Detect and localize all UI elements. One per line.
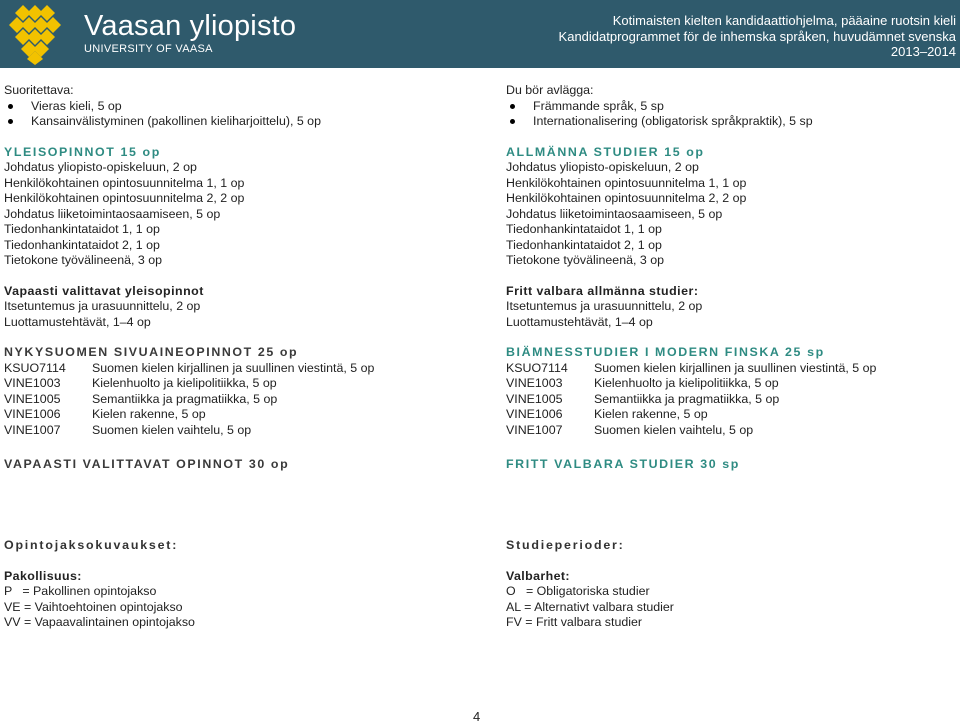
- program-title-sv: Kandidatprogrammet för de inhemska språken, huvudämnet svenska: [558, 28, 956, 44]
- course-row: [4, 392, 454, 408]
- left-column: [4, 83, 454, 473]
- list-item: Henkilökohtainen opintosuunnitelma 1, 1 op: [4, 175, 245, 190]
- university-subtitle: UNIVERSITY OF VAASA: [84, 43, 213, 55]
- list-item: Itsetuntemus ja urasuunnittelu, 2 op: [506, 299, 703, 313]
- list-item: Vieras kieli, 5 op: [4, 99, 454, 115]
- course-name: Suomen kielen vaihtelu, 5 op: [594, 422, 754, 437]
- list-item: Johdatus liiketoimintaosaamiseen, 5 op: [506, 206, 723, 221]
- course-row: [4, 376, 454, 392]
- course-name: Suomen kielen vaihtelu, 5 op: [92, 422, 252, 437]
- course-name: Semantiikka ja pragmatiikka, 5 op: [594, 391, 780, 406]
- course-code: VINE1006: [506, 407, 563, 421]
- list-item: AL = Alternativt valbara studier: [506, 599, 674, 614]
- course-row: [4, 423, 454, 439]
- right-minor-title: BIÄMNESSTUDIER I MODERN FINSKA 25 sp: [506, 345, 825, 359]
- program-title-fi: Kotimaisten kielten kandidaattiohjelma, pääaine ruotsin kieli: [612, 13, 956, 28]
- course-row: [506, 407, 956, 423]
- course-row: [506, 392, 956, 408]
- university-logo-icon: [5, 3, 77, 65]
- list-item: Itsetuntemus ja urasuunnittelu, 2 op: [4, 299, 201, 313]
- legend-left-subtitle: Pakollisuus:: [4, 568, 82, 583]
- legend-right-subtitle: Valbarhet:: [506, 568, 570, 583]
- list-item: Tietokone työvälineenä, 3 op: [506, 253, 664, 267]
- course-code: VINE1005: [506, 391, 563, 406]
- right-requirements-list: [506, 99, 956, 130]
- list-item: Henkilökohtainen opintosuunnitelma 2, 2 op: [506, 191, 747, 205]
- right-optional-general-title: Fritt valbara allmänna studier:: [506, 283, 699, 298]
- list-item: Henkilökohtainen opintosuunnitelma 1, 1 op: [506, 175, 747, 190]
- right-general-title: ALLMÄNNA STUDIER 15 op: [506, 144, 705, 159]
- course-row: [4, 361, 454, 377]
- program-info: [559, 13, 956, 60]
- left-minor-title: NYKYSUOMEN SIVUAINEOPINNOT 25 op: [4, 345, 299, 359]
- course-name: Suomen kielen kirjallinen ja suullinen viestintä, 5 op: [92, 360, 375, 375]
- left-general-title: YLEISOPINNOT 15 op: [4, 144, 161, 159]
- list-item: Luottamustehtävät, 1–4 op: [4, 314, 151, 329]
- header-bar: [0, 0, 960, 68]
- left-intro: Suoritettava:: [4, 83, 74, 97]
- university-name: Vaasan yliopisto: [84, 10, 297, 42]
- course-name: Kielenhuolto ja kielipolitiikka, 5 op: [594, 376, 779, 390]
- course-code: KSUO7114: [506, 360, 568, 375]
- left-free-studies-title: VAPAASTI VALITTAVAT OPINNOT 30 op: [4, 457, 290, 471]
- course-code: VINE1007: [506, 422, 563, 437]
- list-item: Tiedonhankintataidot 2, 1 op: [4, 237, 160, 252]
- list-item: Främmande språk, 5 sp: [506, 99, 956, 115]
- left-optional-general-title: Vapaasti valittavat yleisopinnot: [4, 283, 204, 298]
- legend-right: [506, 538, 956, 631]
- course-name: Semantiikka ja pragmatiikka, 5 op: [92, 391, 278, 406]
- list-item: Johdatus yliopisto-opiskeluun, 2 op: [506, 160, 699, 174]
- list-item: Luottamustehtävät, 1–4 op: [506, 314, 653, 329]
- list-item: Tietokone työvälineenä, 3 op: [4, 253, 162, 267]
- list-item: VE = Vaihtoehtoinen opintojakso: [4, 599, 183, 614]
- course-code: VINE1003: [506, 376, 563, 390]
- list-item: Tiedonhankintataidot 2, 1 op: [506, 237, 662, 252]
- right-free-studies-title: FRITT VALBARA STUDIER 30 sp: [506, 457, 740, 471]
- list-item: P = Pakollinen opintojakso: [4, 584, 157, 598]
- right-intro: Du bör avlägga:: [506, 83, 594, 97]
- page-number: 4: [473, 709, 481, 724]
- course-row: [4, 407, 454, 423]
- course-code: VINE1007: [4, 422, 61, 437]
- left-requirements-list: [4, 99, 454, 130]
- course-code: VINE1003: [4, 376, 61, 390]
- course-row: [506, 423, 956, 439]
- course-row: [506, 376, 956, 392]
- course-code: VINE1005: [4, 391, 61, 406]
- list-item: Internationalisering (obligatorisk språkpraktik), 5 sp: [506, 114, 956, 130]
- course-name: Kielen rakenne, 5 op: [92, 407, 206, 421]
- list-item: FV = Fritt valbara studier: [506, 615, 643, 629]
- list-item: Johdatus yliopisto-opiskeluun, 2 op: [4, 160, 197, 174]
- course-code: KSUO7114: [4, 360, 66, 375]
- course-code: VINE1006: [4, 407, 61, 421]
- list-item: Johdatus liiketoimintaosaamiseen, 5 op: [4, 206, 221, 221]
- list-item: O = Obligatoriska studier: [506, 584, 650, 598]
- course-name: Suomen kielen kirjallinen ja suullinen viestintä, 5 op: [594, 360, 877, 375]
- legend-left: [4, 538, 454, 631]
- course-name: Kielen rakenne, 5 op: [594, 407, 708, 421]
- course-name: Kielenhuolto ja kielipolitiikka, 5 op: [92, 376, 277, 390]
- course-row: [506, 361, 956, 377]
- academic-year: 2013–2014: [890, 44, 956, 59]
- list-item: Tiedonhankintataidot 1, 1 op: [506, 222, 662, 236]
- list-item: VV = Vapaavalintainen opintojakso: [4, 615, 195, 629]
- legend-right-title: Studieperioder:: [506, 538, 625, 552]
- list-item: Tiedonhankintataidot 1, 1 op: [4, 222, 160, 236]
- right-column: [506, 83, 956, 473]
- list-item: Kansainvälistyminen (pakollinen kieliharjoittelu), 5 op: [4, 114, 454, 130]
- legend-left-title: Opintojaksokuvaukset:: [4, 538, 179, 552]
- list-item: Henkilökohtainen opintosuunnitelma 2, 2 op: [4, 191, 245, 205]
